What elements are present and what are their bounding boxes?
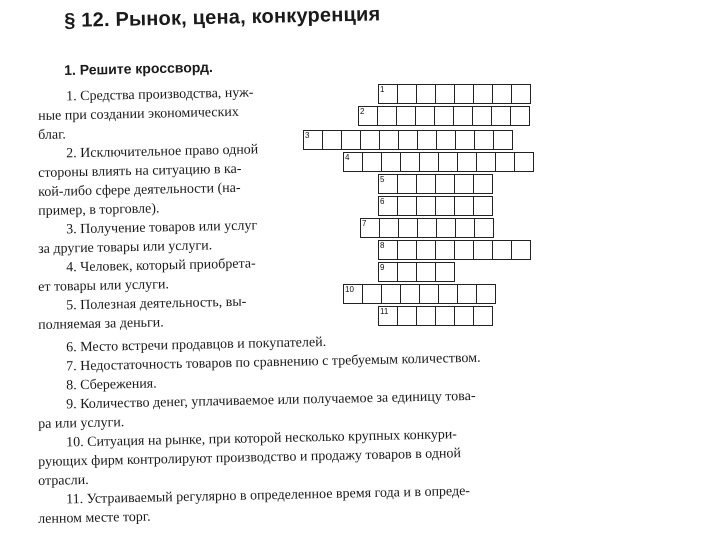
crossword-cell[interactable] xyxy=(435,84,455,104)
crossword-cell[interactable] xyxy=(397,196,417,216)
crossword-cell[interactable] xyxy=(397,240,417,260)
crossword-cell[interactable] xyxy=(381,152,401,172)
clue-list-full xyxy=(38,334,678,529)
clue-line: 10. Ситуация на рынке, при которой несколько крупных конкури- xyxy=(66,427,458,451)
crossword-cell[interactable] xyxy=(379,218,399,238)
crossword-cell[interactable] xyxy=(435,240,455,260)
clue-line: ет товары или услуги. xyxy=(38,277,170,295)
clue-list-left xyxy=(38,85,306,335)
crossword-cell[interactable] xyxy=(511,84,531,104)
clue-number-label: 3 xyxy=(305,131,310,140)
clue-number-label: 10 xyxy=(345,285,354,294)
clue-number-label: 4 xyxy=(345,153,350,162)
crossword-cell[interactable] xyxy=(454,306,474,326)
crossword-cell[interactable] xyxy=(416,262,436,282)
crossword-cell[interactable] xyxy=(476,284,496,304)
crossword-cell[interactable] xyxy=(453,106,473,126)
clue-line: ра или услуги. xyxy=(38,415,125,432)
page-title: § 12. Рынок, цена, конкуренция xyxy=(64,3,381,32)
crossword-cell[interactable] xyxy=(419,152,439,172)
crossword-cell[interactable] xyxy=(435,306,455,326)
crossword-cell[interactable] xyxy=(360,130,380,150)
clue-line: ленном месте торг. xyxy=(38,509,151,527)
crossword-cell[interactable] xyxy=(435,174,455,194)
clue-line: 3. Получение товаров или услуг xyxy=(66,218,258,238)
clue-line: ные при создании экономических xyxy=(38,104,240,124)
clue-line: 7. Недостаточность товаров по сравнению с требуемым количеством. xyxy=(66,350,481,375)
crossword-cell[interactable] xyxy=(511,240,531,260)
clue-line: за другие товары или услуги. xyxy=(38,238,213,257)
crossword-cell[interactable] xyxy=(397,174,417,194)
crossword-cell[interactable] xyxy=(400,152,420,172)
clue-line: 6. Место встречи продавцов и покупателей. xyxy=(66,334,327,356)
crossword-cell[interactable] xyxy=(416,84,436,104)
crossword-cell[interactable] xyxy=(417,218,437,238)
crossword-cell[interactable] xyxy=(473,84,493,104)
crossword-cell[interactable] xyxy=(454,84,474,104)
crossword-cell[interactable] xyxy=(473,306,493,326)
task-heading: 1. Решите кроссворд. xyxy=(64,58,213,78)
clue-line: благ. xyxy=(38,127,66,143)
crossword-cell[interactable] xyxy=(341,130,361,150)
clue-number-label: 6 xyxy=(380,197,385,206)
clue-line: 1. Средства производства, нуж- xyxy=(66,85,254,105)
crossword-cell[interactable] xyxy=(419,284,439,304)
clue-line: 8. Сбережения. xyxy=(66,376,157,394)
clue-number-label: 1 xyxy=(380,85,385,94)
clue-number-label: 11 xyxy=(380,307,389,316)
crossword-cell[interactable] xyxy=(362,152,382,172)
crossword-cell[interactable] xyxy=(474,130,494,150)
crossword-cell[interactable] xyxy=(362,284,382,304)
crossword-cell[interactable] xyxy=(415,106,435,126)
crossword-cell[interactable] xyxy=(457,152,477,172)
crossword-cell[interactable] xyxy=(457,284,477,304)
clue-line: пример, в торговле). xyxy=(38,201,160,219)
crossword-cell[interactable] xyxy=(454,240,474,260)
clue-number-label: 9 xyxy=(380,263,385,272)
crossword-cell[interactable] xyxy=(436,218,456,238)
crossword-cell[interactable] xyxy=(492,84,512,104)
crossword-cell[interactable] xyxy=(438,152,458,172)
crossword-cell[interactable] xyxy=(379,130,399,150)
crossword-cell[interactable] xyxy=(473,174,493,194)
clue-line: 2. Исключительное право одной xyxy=(66,142,259,162)
clue-number-label: 7 xyxy=(362,219,367,228)
crossword-cell[interactable] xyxy=(381,284,401,304)
crossword-cell[interactable] xyxy=(492,240,512,260)
clue-line: полняемая за деньги. xyxy=(38,315,164,333)
crossword-cell[interactable] xyxy=(397,84,417,104)
crossword-cell[interactable] xyxy=(396,106,416,126)
crossword-cell[interactable] xyxy=(416,196,436,216)
crossword-cell[interactable] xyxy=(435,262,455,282)
crossword-cell[interactable] xyxy=(438,284,458,304)
crossword-cell[interactable] xyxy=(473,196,493,216)
crossword-cell[interactable] xyxy=(510,106,530,126)
clue-line: 5. Полезная деятельность, вы- xyxy=(66,294,247,314)
clue-line: стороны влиять на ситуацию в ка- xyxy=(38,161,242,181)
clue-number-label: 8 xyxy=(380,241,385,250)
crossword-cell[interactable] xyxy=(416,174,436,194)
clue-line: 9. Количество денег, уплачиваемое или получаемое за единицу това- xyxy=(66,388,476,413)
clue-line: 11. Устраиваемый регулярно в определенное время года и в опреде- xyxy=(66,483,471,508)
crossword-cell[interactable] xyxy=(400,284,420,304)
crossword-cell[interactable] xyxy=(454,196,474,216)
crossword-cell[interactable] xyxy=(455,130,475,150)
crossword-cell[interactable] xyxy=(493,130,513,150)
crossword-cell[interactable] xyxy=(455,218,475,238)
clue-line: отрасли. xyxy=(38,472,89,489)
crossword-cell[interactable] xyxy=(476,152,496,172)
clue-number-label: 2 xyxy=(360,107,365,116)
crossword-cell[interactable] xyxy=(474,218,494,238)
crossword-cell[interactable] xyxy=(473,240,493,260)
crossword-cell[interactable] xyxy=(436,130,456,150)
crossword-cell[interactable] xyxy=(416,240,436,260)
crossword-cell[interactable] xyxy=(416,306,436,326)
clue-line: рующих фирм контролируют производство и продажу товаров в одной xyxy=(38,446,462,470)
crossword-cell[interactable] xyxy=(398,130,418,150)
crossword-cell[interactable] xyxy=(495,152,515,172)
crossword-cell[interactable] xyxy=(398,218,418,238)
crossword-cell[interactable] xyxy=(322,130,342,150)
crossword-cell[interactable] xyxy=(454,174,474,194)
clue-number-label: 5 xyxy=(380,175,385,184)
clue-line: кой-либо сфере деятельности (на- xyxy=(38,180,241,200)
crossword-cell[interactable] xyxy=(434,106,454,126)
clue-line: 4. Человек, который приобрета- xyxy=(66,256,256,276)
crossword-cell[interactable] xyxy=(377,106,397,126)
crossword-cell[interactable] xyxy=(491,106,511,126)
crossword-cell[interactable] xyxy=(435,196,455,216)
crossword-cell[interactable] xyxy=(397,306,417,326)
crossword-cell[interactable] xyxy=(397,262,417,282)
crossword-cell[interactable] xyxy=(514,152,534,172)
crossword-cell[interactable] xyxy=(472,106,492,126)
crossword-cell[interactable] xyxy=(417,130,437,150)
